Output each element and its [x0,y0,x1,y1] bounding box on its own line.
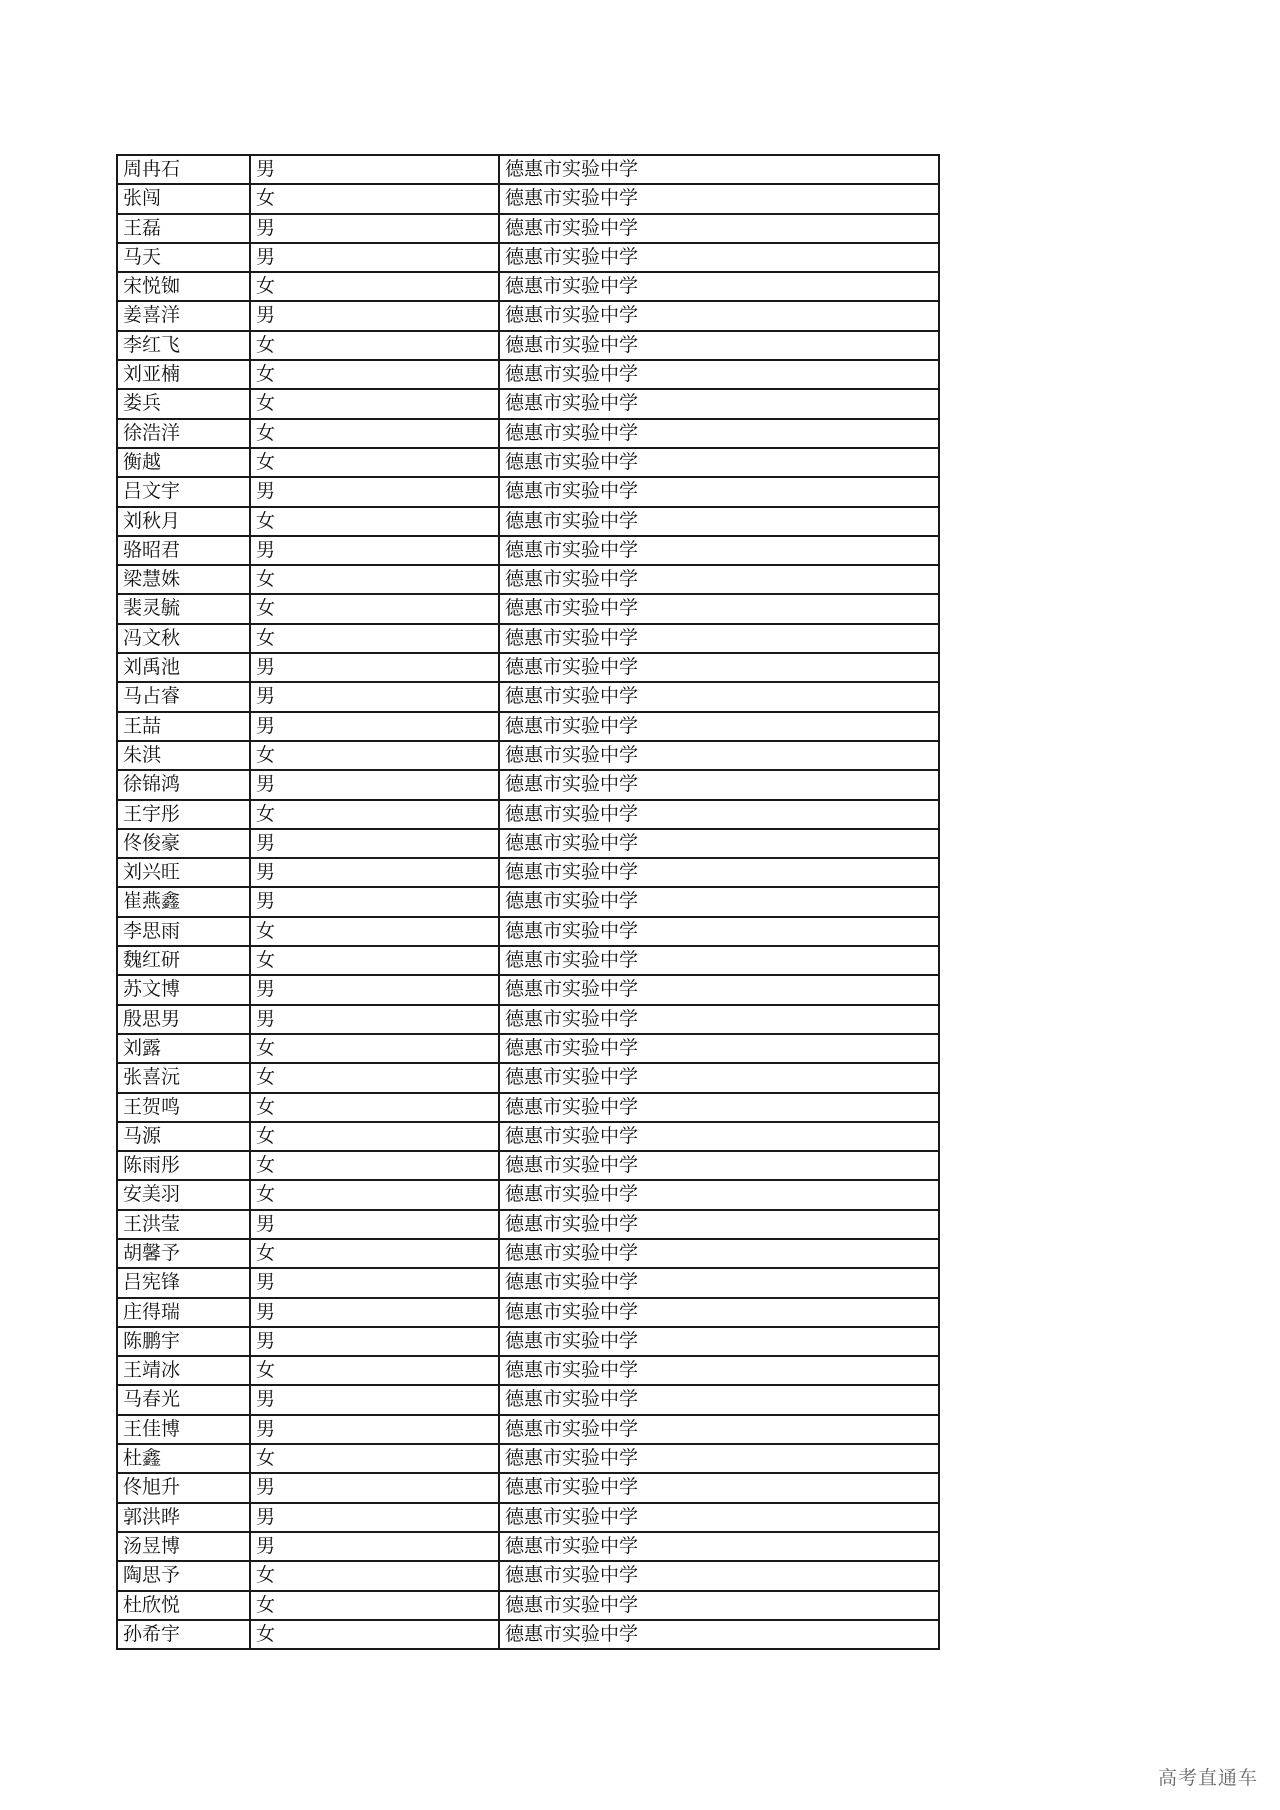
table-row [117,1591,939,1620]
name-cell: 魏红研 [117,946,250,975]
name-cell: 王靖冰 [117,1356,250,1385]
school-cell: 德惠市实验中学 [499,1385,939,1414]
gender-cell: 男 [250,770,499,799]
table-row [117,712,939,741]
name-cell: 崔燕鑫 [117,887,250,916]
table-row [117,1327,939,1356]
table-row [117,1415,939,1444]
gender-cell: 女 [250,565,499,594]
table-row [117,1356,939,1385]
school-cell: 德惠市实验中学 [499,1298,939,1327]
name-cell: 王喆 [117,712,250,741]
school-cell: 德惠市实验中学 [499,1093,939,1122]
gender-cell: 女 [250,419,499,448]
table-row [117,1444,939,1473]
table-row [117,1620,939,1649]
name-cell: 刘亚楠 [117,360,250,389]
name-cell: 马天 [117,243,250,272]
student-table [116,154,940,1650]
school-cell: 德惠市实验中学 [499,272,939,301]
name-cell: 徐浩洋 [117,419,250,448]
gender-cell: 男 [250,1415,499,1444]
name-cell: 佟俊豪 [117,829,250,858]
table-row [117,1063,939,1092]
name-cell: 梁慧姝 [117,565,250,594]
gender-cell: 女 [250,1239,499,1268]
gender-cell: 女 [250,594,499,623]
school-cell: 德惠市实验中学 [499,1005,939,1034]
name-cell: 刘禹池 [117,653,250,682]
gender-cell: 女 [250,1034,499,1063]
gender-cell: 女 [250,741,499,770]
school-cell: 德惠市实验中学 [499,1151,939,1180]
table-row [117,829,939,858]
school-cell: 德惠市实验中学 [499,594,939,623]
gender-cell: 男 [250,243,499,272]
table-row [117,1268,939,1297]
table-row [117,1561,939,1590]
name-cell: 陈雨彤 [117,1151,250,1180]
gender-cell: 女 [250,507,499,536]
name-cell: 苏文博 [117,975,250,1004]
school-cell: 德惠市实验中学 [499,946,939,975]
table-row [117,887,939,916]
table-row [117,1503,939,1532]
gender-cell: 女 [250,1151,499,1180]
name-cell: 马春光 [117,1385,250,1414]
school-cell: 德惠市实验中学 [499,214,939,243]
school-cell: 德惠市实验中学 [499,184,939,213]
school-cell: 德惠市实验中学 [499,1473,939,1502]
name-cell: 庄得瑞 [117,1298,250,1327]
name-cell: 衡越 [117,448,250,477]
table-row [117,331,939,360]
table-row [117,1005,939,1034]
table-row [117,858,939,887]
table-row [117,419,939,448]
table-row [117,1239,939,1268]
school-cell: 德惠市实验中学 [499,829,939,858]
school-cell: 德惠市实验中学 [499,1034,939,1063]
school-cell: 德惠市实验中学 [499,712,939,741]
gender-cell: 女 [250,1591,499,1620]
table-row [117,682,939,711]
table-row [117,1151,939,1180]
school-cell: 德惠市实验中学 [499,800,939,829]
table-row [117,360,939,389]
school-cell: 德惠市实验中学 [499,243,939,272]
school-cell: 德惠市实验中学 [499,507,939,536]
table-row [117,1034,939,1063]
gender-cell: 女 [250,272,499,301]
gender-cell: 男 [250,536,499,565]
gender-cell: 女 [250,448,499,477]
gender-cell: 女 [250,1561,499,1590]
table-row [117,770,939,799]
school-cell: 德惠市实验中学 [499,477,939,506]
gender-cell: 女 [250,1122,499,1151]
name-cell: 刘露 [117,1034,250,1063]
gender-cell: 男 [250,1327,499,1356]
table-row [117,1093,939,1122]
name-cell: 张喜沅 [117,1063,250,1092]
gender-cell: 男 [250,477,499,506]
gender-cell: 男 [250,1473,499,1502]
name-cell: 姜喜洋 [117,301,250,330]
gender-cell: 男 [250,1532,499,1561]
watermark-text: 高考直通车 [1157,1767,1258,1789]
table-row [117,507,939,536]
name-cell: 李红飞 [117,331,250,360]
table-row [117,389,939,418]
name-cell: 汤昱博 [117,1532,250,1561]
gender-cell: 男 [250,653,499,682]
name-cell: 骆昭君 [117,536,250,565]
table-row [117,917,939,946]
school-cell: 德惠市实验中学 [499,536,939,565]
table-row [117,741,939,770]
school-cell: 德惠市实验中学 [499,1532,939,1561]
school-cell: 德惠市实验中学 [499,1063,939,1092]
gender-cell: 女 [250,1356,499,1385]
name-cell: 李思雨 [117,917,250,946]
school-cell: 德惠市实验中学 [499,155,939,184]
school-cell: 德惠市实验中学 [499,1591,939,1620]
gender-cell: 男 [250,1268,499,1297]
name-cell: 马占睿 [117,682,250,711]
gender-cell: 女 [250,1093,499,1122]
name-cell: 佟旭升 [117,1473,250,1502]
school-cell: 德惠市实验中学 [499,1327,939,1356]
table-row [117,214,939,243]
gender-cell: 女 [250,800,499,829]
gender-cell: 男 [250,682,499,711]
gender-cell: 女 [250,331,499,360]
table-row [117,594,939,623]
gender-cell: 男 [250,1503,499,1532]
name-cell: 张闯 [117,184,250,213]
school-cell: 德惠市实验中学 [499,1356,939,1385]
gender-cell: 男 [250,1385,499,1414]
school-cell: 德惠市实验中学 [499,682,939,711]
school-cell: 德惠市实验中学 [499,301,939,330]
gender-cell: 男 [250,214,499,243]
name-cell: 杜欣悦 [117,1591,250,1620]
name-cell: 朱淇 [117,741,250,770]
name-cell: 宋悦铷 [117,272,250,301]
school-cell: 德惠市实验中学 [499,741,939,770]
name-cell: 娄兵 [117,389,250,418]
school-cell: 德惠市实验中学 [499,419,939,448]
name-cell: 裴灵毓 [117,594,250,623]
table-row [117,946,939,975]
name-cell: 王洪莹 [117,1210,250,1239]
name-cell: 吕文宇 [117,477,250,506]
school-cell: 德惠市实验中学 [499,1415,939,1444]
gender-cell: 女 [250,389,499,418]
table-row [117,1210,939,1239]
name-cell: 王宇彤 [117,800,250,829]
school-cell: 德惠市实验中学 [499,389,939,418]
school-cell: 德惠市实验中学 [499,1122,939,1151]
gender-cell: 男 [250,712,499,741]
gender-cell: 女 [250,1063,499,1092]
name-cell: 吕宪锋 [117,1268,250,1297]
gender-cell: 男 [250,1298,499,1327]
table-row [117,653,939,682]
name-cell: 徐锦鸿 [117,770,250,799]
name-cell: 孙希宇 [117,1620,250,1649]
name-cell: 周冉石 [117,155,250,184]
gender-cell: 男 [250,858,499,887]
name-cell: 冯文秋 [117,624,250,653]
table-row [117,1180,939,1209]
gender-cell: 女 [250,1180,499,1209]
table-row [117,536,939,565]
school-cell: 德惠市实验中学 [499,1210,939,1239]
name-cell: 王贺鸣 [117,1093,250,1122]
school-cell: 德惠市实验中学 [499,858,939,887]
school-cell: 德惠市实验中学 [499,1503,939,1532]
gender-cell: 女 [250,624,499,653]
name-cell: 王磊 [117,214,250,243]
school-cell: 德惠市实验中学 [499,565,939,594]
table-row [117,1473,939,1502]
name-cell: 陶思予 [117,1561,250,1590]
school-cell: 德惠市实验中学 [499,331,939,360]
gender-cell: 男 [250,155,499,184]
school-cell: 德惠市实验中学 [499,448,939,477]
gender-cell: 男 [250,829,499,858]
school-cell: 德惠市实验中学 [499,1180,939,1209]
school-cell: 德惠市实验中学 [499,887,939,916]
name-cell: 王佳博 [117,1415,250,1444]
gender-cell: 女 [250,1444,499,1473]
name-cell: 胡馨予 [117,1239,250,1268]
name-cell: 安美羽 [117,1180,250,1209]
school-cell: 德惠市实验中学 [499,975,939,1004]
gender-cell: 男 [250,975,499,1004]
table-row [117,624,939,653]
school-cell: 德惠市实验中学 [499,1444,939,1473]
table-row [117,800,939,829]
table-row [117,975,939,1004]
school-cell: 德惠市实验中学 [499,360,939,389]
name-cell: 郭洪晔 [117,1503,250,1532]
table-row [117,1385,939,1414]
table-row [117,448,939,477]
table-row [117,184,939,213]
gender-cell: 男 [250,887,499,916]
table-row [117,1298,939,1327]
school-cell: 德惠市实验中学 [499,1268,939,1297]
gender-cell: 女 [250,917,499,946]
school-cell: 德惠市实验中学 [499,1620,939,1649]
gender-cell: 男 [250,1210,499,1239]
gender-cell: 男 [250,301,499,330]
school-cell: 德惠市实验中学 [499,770,939,799]
gender-cell: 女 [250,946,499,975]
school-cell: 德惠市实验中学 [499,653,939,682]
table-row [117,272,939,301]
name-cell: 殷思男 [117,1005,250,1034]
school-cell: 德惠市实验中学 [499,917,939,946]
name-cell: 陈鹏宇 [117,1327,250,1356]
gender-cell: 男 [250,1005,499,1034]
school-cell: 德惠市实验中学 [499,1239,939,1268]
gender-cell: 女 [250,184,499,213]
table-row [117,301,939,330]
name-cell: 杜鑫 [117,1444,250,1473]
table-row [117,565,939,594]
gender-cell: 女 [250,1620,499,1649]
table-body [117,155,939,1649]
school-cell: 德惠市实验中学 [499,1561,939,1590]
table-row [117,1122,939,1151]
name-cell: 刘兴旺 [117,858,250,887]
table-row [117,477,939,506]
table-row [117,243,939,272]
name-cell: 马源 [117,1122,250,1151]
name-cell: 刘秋月 [117,507,250,536]
school-cell: 德惠市实验中学 [499,624,939,653]
table-row [117,155,939,184]
gender-cell: 女 [250,360,499,389]
table-row [117,1532,939,1561]
